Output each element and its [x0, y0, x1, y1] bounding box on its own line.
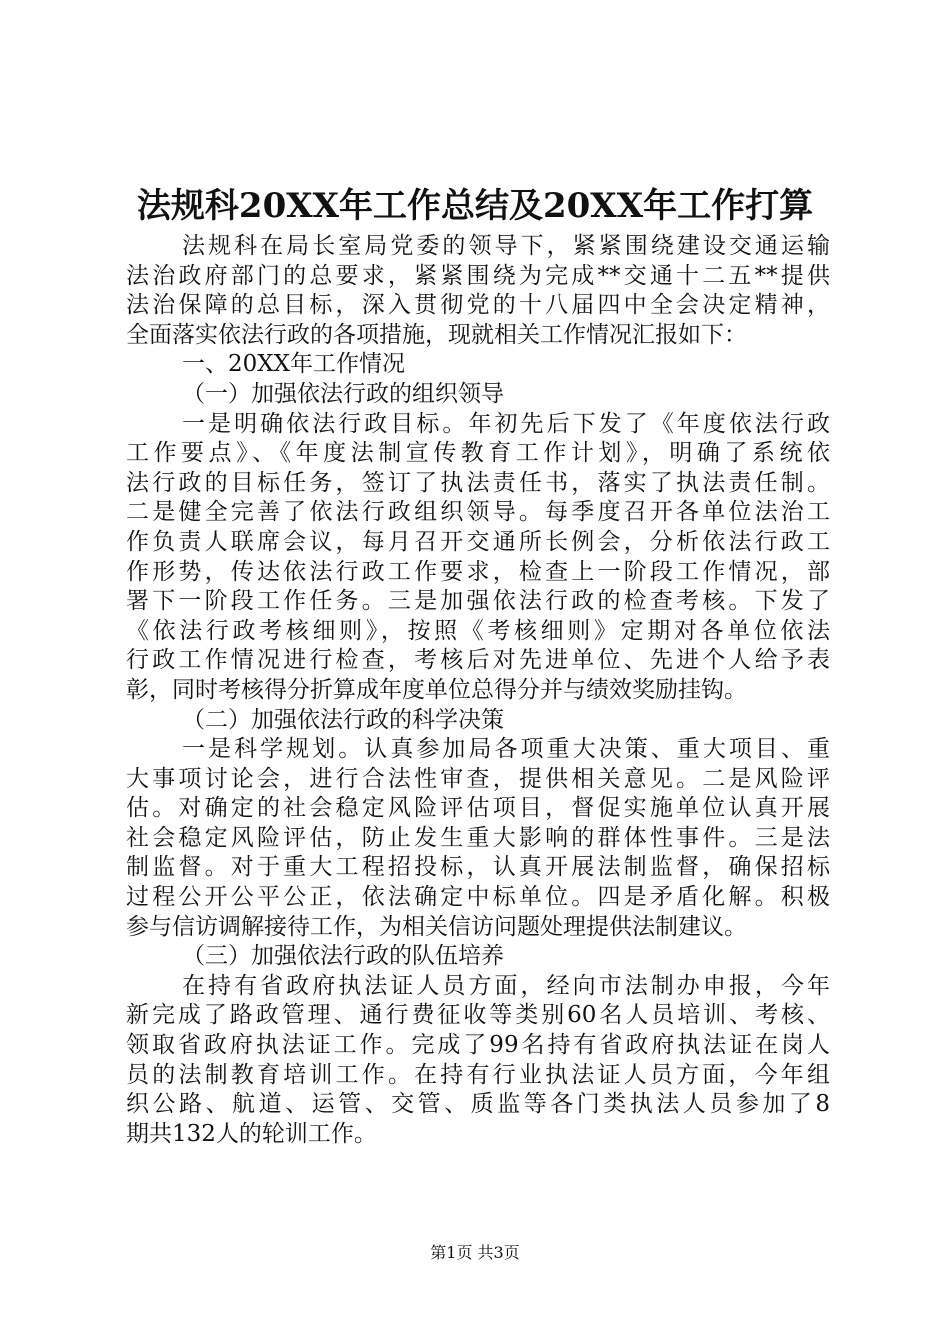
paragraph-line: 法行政的目标任务，签订了执法责任书，落实了执法责任制。	[126, 469, 830, 496]
paragraph-line: 领取省政府执法证工作。完成了99名持有省政府执法证在岗人	[126, 1032, 830, 1059]
paragraph-line: 参与信访调解接待工作，为相关信访问题处理提供法制建议。	[126, 913, 747, 940]
paragraph-line: 法治保障的总目标，深入贯彻党的十八届四中全会决定精神，	[126, 292, 830, 319]
paragraph-line: 期共132人的轮训工作。	[126, 1120, 377, 1147]
paragraph-line: 工作要点》、《年度法制宣传教育工作计划》，明确了系统依	[126, 440, 830, 467]
paragraph-line: 法治政府部门的总要求，紧紧围绕为完成**交通十二五**提供	[126, 262, 830, 289]
paragraph-line: 大事项讨论会，进行合法性审查，提供相关意见。二是风险评	[126, 765, 830, 792]
paragraph-line: 署下一阶段工作任务。三是加强依法行政的检查考核。下发了	[126, 588, 830, 615]
paragraph-line: 行政工作情况进行检查，考核后对先进单位、先进个人给予表	[126, 647, 830, 674]
paragraph-line: 一是科学规划。认真参加局各项重大决策、重大项目、重	[182, 736, 830, 763]
paragraph-line: 织公路、航道、运管、交管、质监等各门类执法人员参加了8	[126, 1091, 830, 1118]
paragraph-line: 《依法行政考核细则》，按照《考核细则》定期对各单位依法	[126, 617, 830, 644]
paragraph-line: 在持有省政府执法证人员方面，经向市法制办申报，今年	[182, 972, 830, 999]
paragraph-line: 制监督。对于重大工程招投标，认真开展法制监督，确保招标	[126, 854, 830, 881]
paragraph-line: 法规科在局长室局党委的领导下，紧紧围绕建设交通运输	[182, 233, 830, 259]
paragraph-line: 作形势，传达依法行政工作要求，检查上一阶段工作情况，部	[126, 558, 830, 585]
paragraph-line: 二是健全完善了依法行政组织领导。每季度召开各单位法治工	[126, 499, 830, 526]
paragraph-line: 彰，同时考核得分折算成年度单位总得分并与绩效奖励挂钩。	[126, 676, 747, 703]
paragraph-line: 全面落实依法行政的各项措施，现就相关工作情况汇报如下：	[126, 321, 747, 348]
paragraph-line: 社会稳定风险评估，防止发生重大影响的群体性事件。三是法	[126, 824, 830, 851]
paragraph-line: 新完成了路政管理、通行费征收等类别60名人员培训、考核、	[126, 1002, 830, 1029]
subsection-heading: （二）加强依法行政的科学决策	[182, 706, 504, 733]
page-number: 第1页 共3页	[430, 1243, 520, 1262]
paragraph-line: 一是明确依法行政目标。年初先后下发了《年度依法行政	[182, 410, 830, 437]
section-heading: 一、20XX年工作情况	[182, 351, 406, 378]
document-body	[126, 232, 830, 1149]
subsection-heading: （三）加强依法行政的队伍培养	[182, 943, 504, 970]
document-title: 法规科20XX年工作总结及20XX年工作打算	[136, 186, 814, 226]
subsection-heading: （一）加强依法行政的组织领导	[182, 380, 504, 407]
paragraph-line: 过程公开公平公正，依法确定中标单位。四是矛盾化解。积极	[126, 884, 830, 911]
paragraph-line: 员的法制教育培训工作。在持有行业执法证人员方面，今年组	[126, 1061, 830, 1088]
paragraph-line: 估。对确定的社会稳定风险评估项目，督促实施单位认真开展	[126, 795, 830, 822]
paragraph-line: 作负责人联席会议，每月召开交通所长例会，分析依法行政工	[126, 528, 830, 555]
